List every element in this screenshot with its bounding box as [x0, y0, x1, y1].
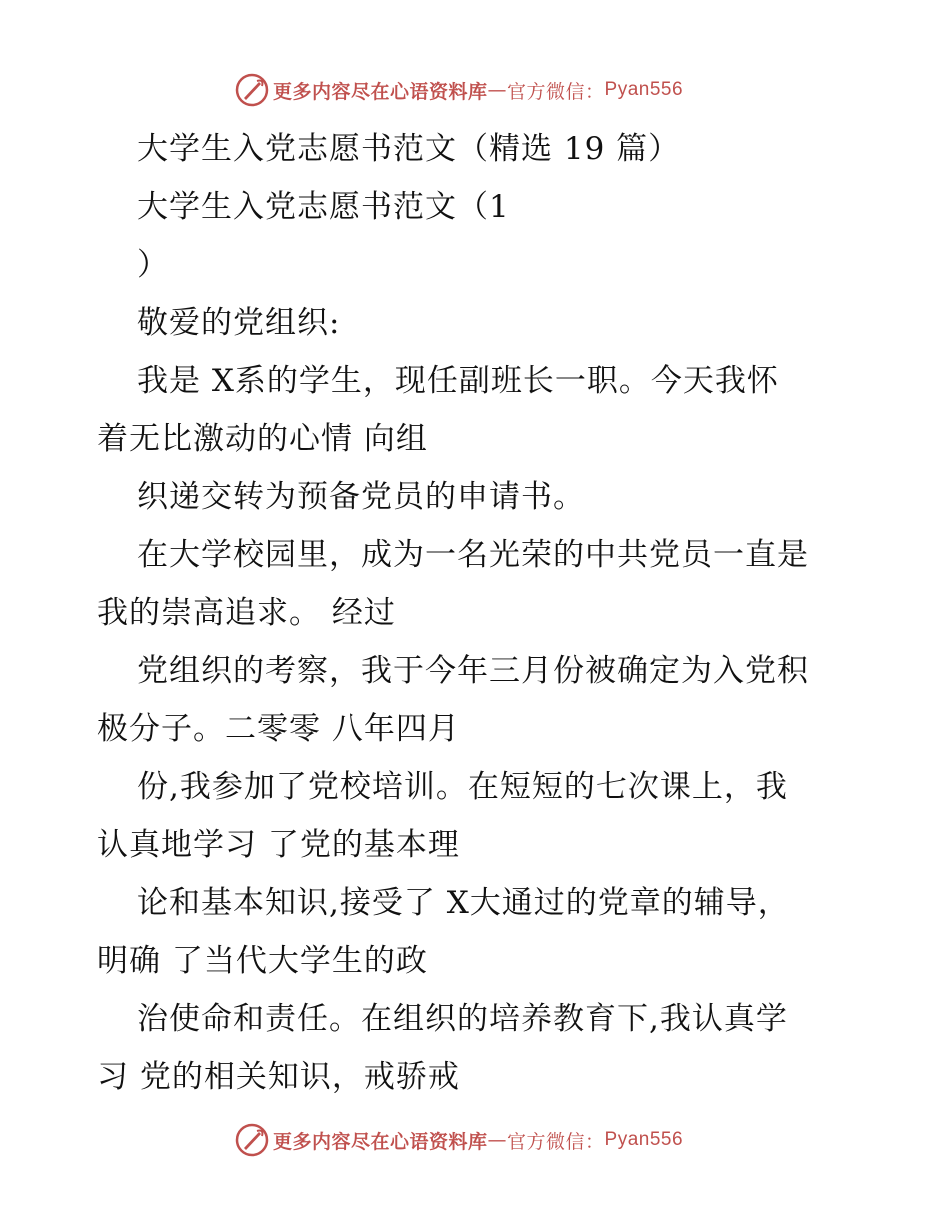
watermark-dash: — — [487, 1129, 508, 1151]
text-line: 大学生入党志愿书范文（1 — [137, 189, 510, 225]
text-line: 论和基本知识,接受了 X大通过的党章的辅导， — [137, 885, 790, 921]
watermark-wechat-id: Pyan556 — [604, 79, 684, 100]
text-line: 认真地学习 了党的基本理 — [97, 827, 460, 863]
header-watermark — [235, 70, 683, 110]
text-line: 敬爱的党组织: — [137, 305, 341, 341]
text-line: 极分子。二零零 八年四月 — [97, 711, 460, 747]
watermark-wechat-id: Pyan556 — [604, 1129, 684, 1150]
text-line: ） — [137, 247, 169, 283]
text-line: 习 党的相关知识，戒骄戒 — [97, 1059, 460, 1095]
text-line: 在大学校园里，成为一名光荣的中共党员一直是 — [137, 537, 809, 573]
text-line: 党组织的考察，我于今年三月份被确定为入党积 — [137, 653, 809, 689]
text-line: 大学生入党志愿书范文（精选 19 篇） — [137, 131, 681, 167]
watermark-main-text: 更多内容尽在心语资料库 — [273, 1130, 488, 1153]
document-body — [97, 120, 857, 1106]
watermark-wechat-label: 官方微信： — [507, 80, 605, 103]
text-line: 份,我参加了党校培训。在短短的七次课上，我 — [137, 769, 788, 805]
footer-watermark — [235, 1120, 683, 1160]
watermark-wechat-label: 官方微信： — [507, 1130, 605, 1153]
text-line: 织递交转为预备党员的申请书。 — [137, 479, 585, 515]
quill-logo-icon — [235, 1123, 269, 1157]
quill-logo-icon — [235, 73, 269, 107]
text-line: 我是 X系的学生，现任副班长一职。今天我怀 — [137, 363, 779, 399]
text-line: 治使命和责任。在组织的培养教育下,我认真学 — [137, 1001, 788, 1037]
watermark-dash: — — [487, 79, 508, 101]
text-line: 明确 了当代大学生的政 — [97, 943, 428, 979]
text-line: 我的崇高追求。 经过 — [97, 595, 396, 631]
text-line: 着无比激动的心情 向组 — [97, 421, 428, 457]
watermark-main-text: 更多内容尽在心语资料库 — [273, 80, 488, 103]
